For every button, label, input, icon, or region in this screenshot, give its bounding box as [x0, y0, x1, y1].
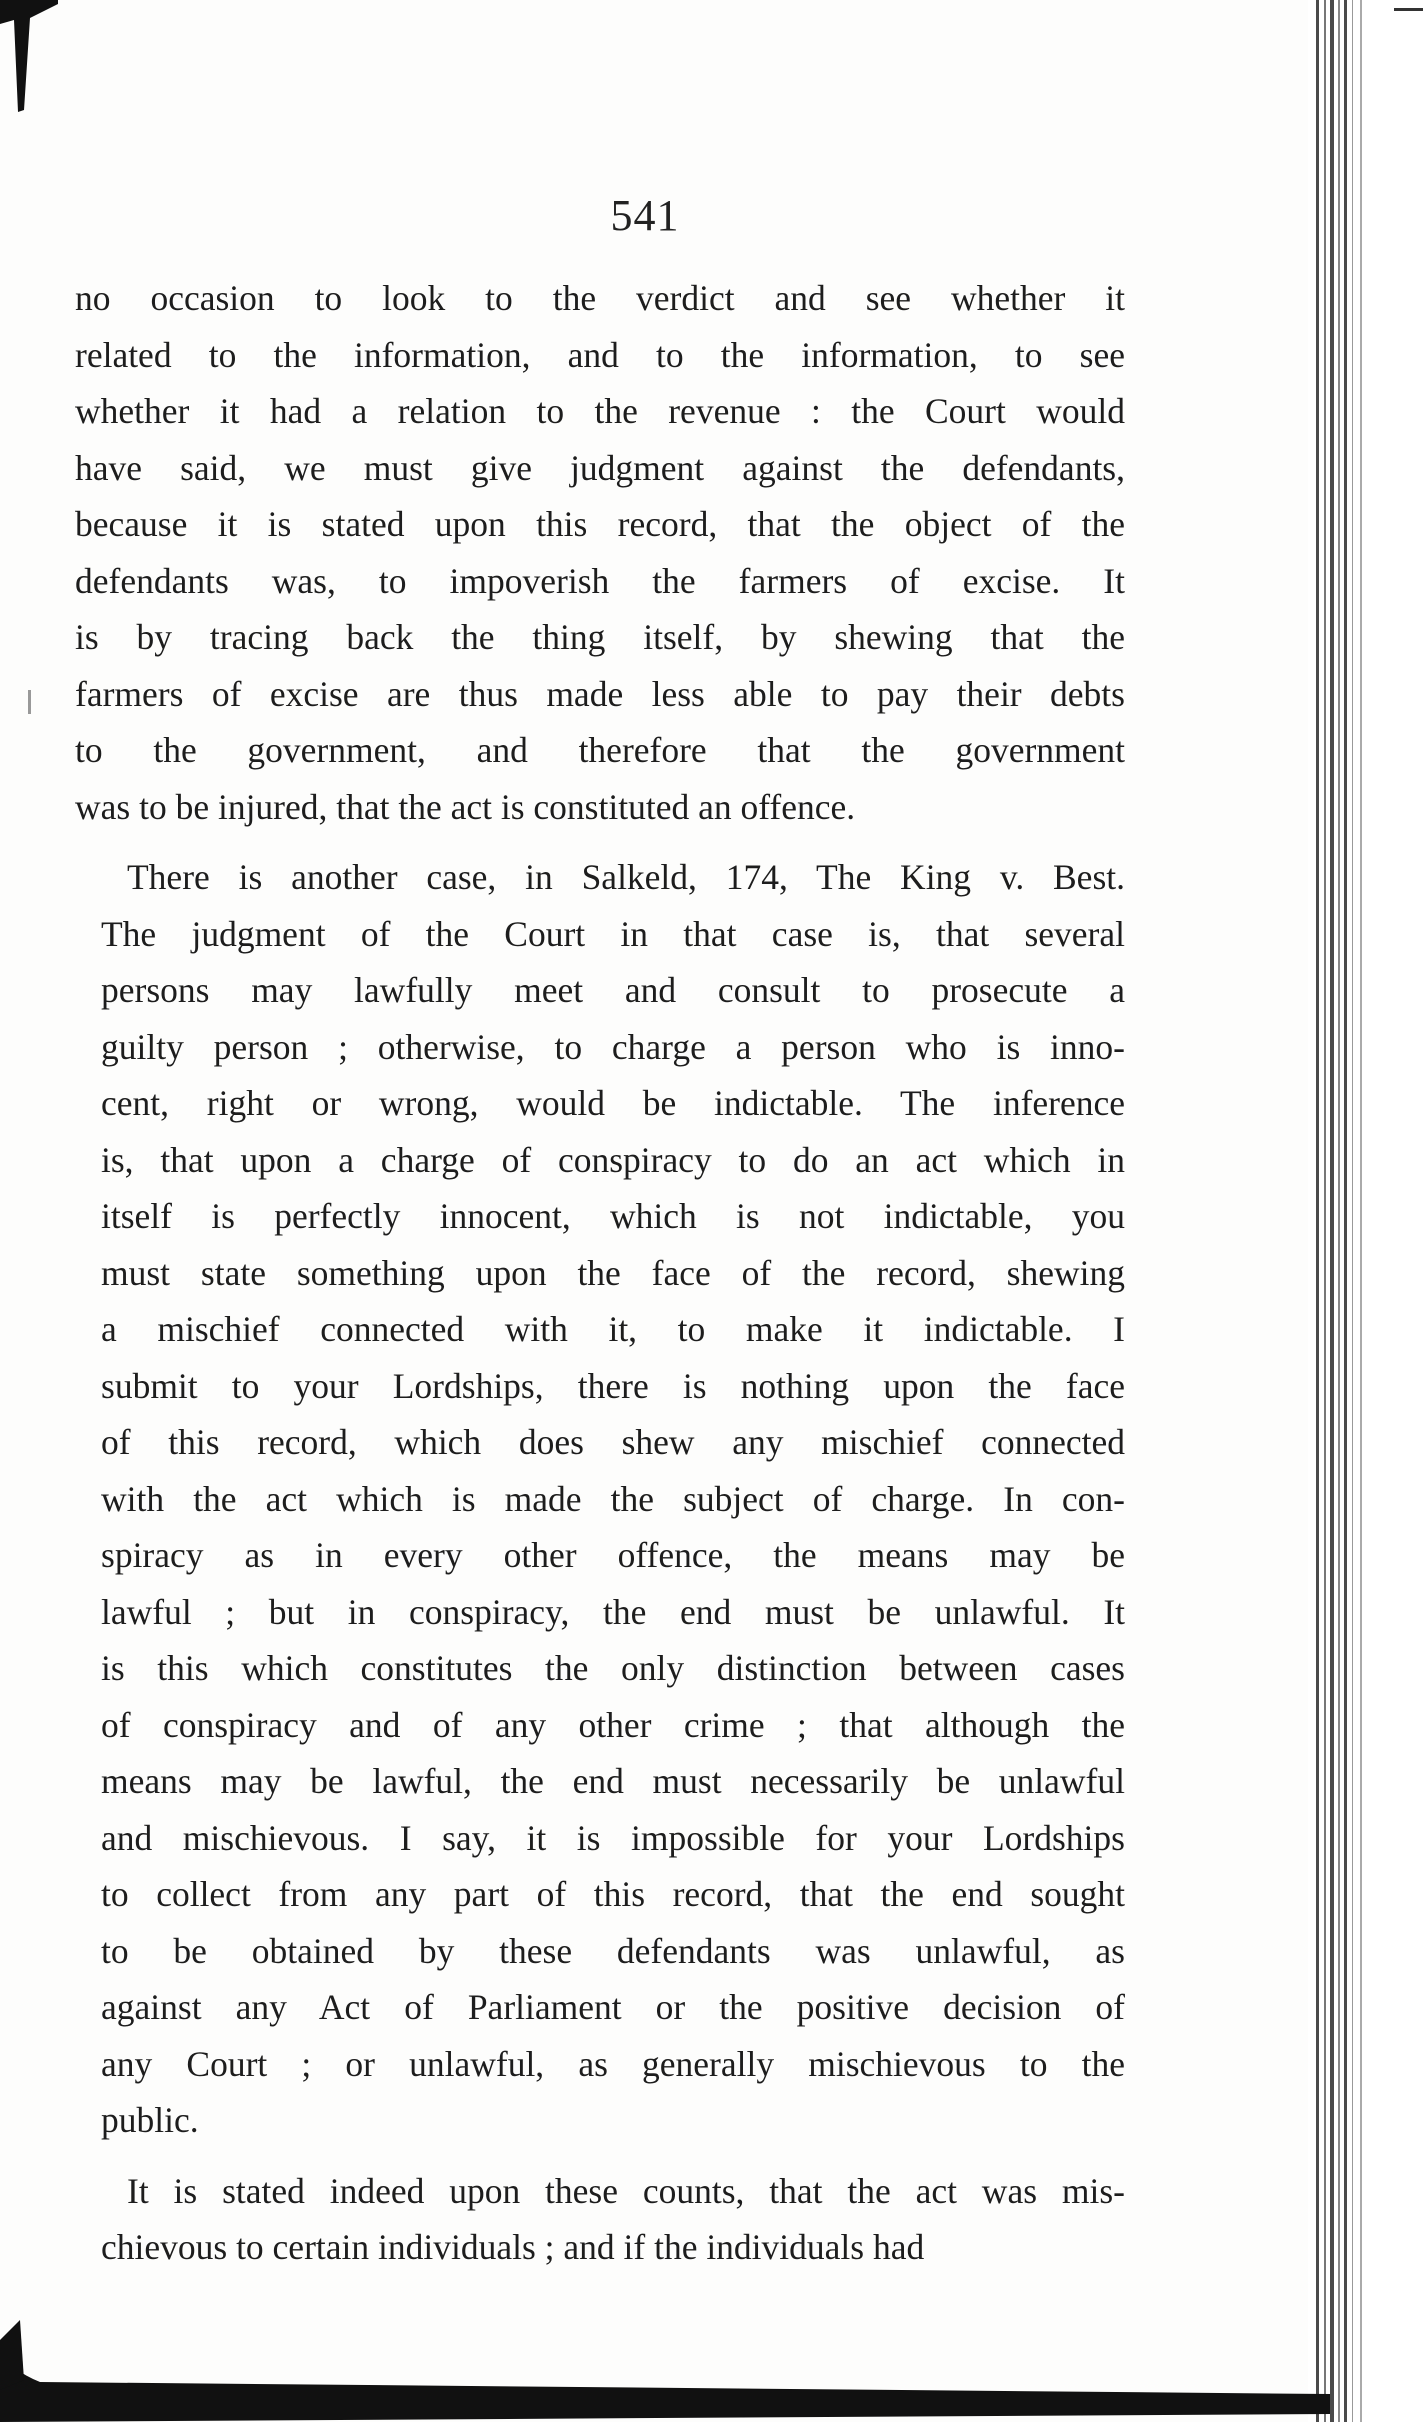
paragraph: [75, 2163, 1125, 2276]
text-line: is this which constitutes the only distinction between cases: [101, 1648, 1125, 1688]
text-line: because it is stated upon this record, that the object of the: [75, 504, 1125, 544]
text-line: to collect from any part of this record, that the end sought: [101, 1874, 1125, 1914]
text-line: cent, right or wrong, would be indictable. The inference: [101, 1083, 1125, 1123]
text-line: It is stated indeed upon these counts, that the act was mis-: [127, 2170, 1125, 2211]
text-line: The judgment of the Court in that case is, that several: [101, 913, 1125, 954]
text-line: is by tracing back the thing itself, by shewing that the: [75, 617, 1125, 657]
text-line: public.: [101, 2100, 199, 2140]
text-line: means may be lawful, the end must necessarily be unlawful: [101, 1761, 1125, 1801]
text-line: chievous to certain individuals ; and if the individuals had: [101, 2227, 925, 2267]
page-number: 541: [610, 191, 680, 240]
paragraph: [75, 849, 1125, 2149]
text-line: submit to your Lordships, there is nothing upon the face: [101, 1365, 1125, 1406]
text-line: was to be injured, that the act is constituted an offence.: [75, 786, 856, 827]
text-line: itself is perfectly innocent, which is not indictable, you: [101, 1196, 1125, 1236]
text-line: a mischief connected with it, to make it indictable. I: [101, 1309, 1125, 1349]
text-line: must state something upon the face of the record, shewing: [101, 1252, 1125, 1293]
text-line: lawful ; but in conspiracy, the end must be unlawful. It: [101, 1591, 1125, 1632]
text-line: There is another case, in Salkeld, 174, The King v. Best.: [127, 857, 1125, 897]
body-text: [75, 270, 1125, 2290]
text-line: of conspiracy and of any other crime ; that although the: [101, 1704, 1125, 1745]
paragraph: [75, 270, 1125, 835]
text-line: defendants was, to impoverish the farmers of excise. It: [75, 560, 1125, 601]
text-line: and mischievous. I say, it is impossible for your Lordships: [101, 1817, 1125, 1858]
corner-bracket-mark: [0, 0, 60, 120]
text-line: any Court ; or unlawful, as generally mischievous to the: [101, 2043, 1125, 2084]
text-line: is, that upon a charge of conspiracy to do an act which in: [101, 1139, 1125, 1180]
text-line: have said, we must give judgment against the defendants,: [75, 447, 1125, 488]
text-line: against any Act of Parliament or the positive decision of: [101, 1987, 1125, 2027]
margin-mark: [28, 690, 31, 714]
text-line: related to the information, and to the information, to see: [75, 334, 1125, 375]
text-line: to the government, and therefore that the government: [75, 730, 1125, 770]
text-line: to be obtained by these defendants was unlawful, as: [101, 1930, 1125, 1971]
text-line: farmers of excise are thus made less able to pay their debts: [75, 673, 1125, 714]
text-line: whether it had a relation to the revenue : the Court would: [75, 391, 1125, 431]
bottom-edge-bar: [0, 2320, 1423, 2422]
text-line: of this record, which does shew any mischief connected: [101, 1422, 1125, 1462]
text-line: guilty person ; otherwise, to charge a person who is inno-: [101, 1026, 1125, 1067]
text-line: with the act which is made the subject of charge. In con-: [101, 1478, 1125, 1519]
text-line: persons may lawfully meet and consult to prosecute a: [101, 970, 1125, 1010]
text-line: no occasion to look to the verdict and see whether it: [75, 278, 1125, 318]
page-gutter: [1308, 0, 1423, 2422]
text-line: spiracy as in every other offence, the means may be: [101, 1535, 1125, 1575]
